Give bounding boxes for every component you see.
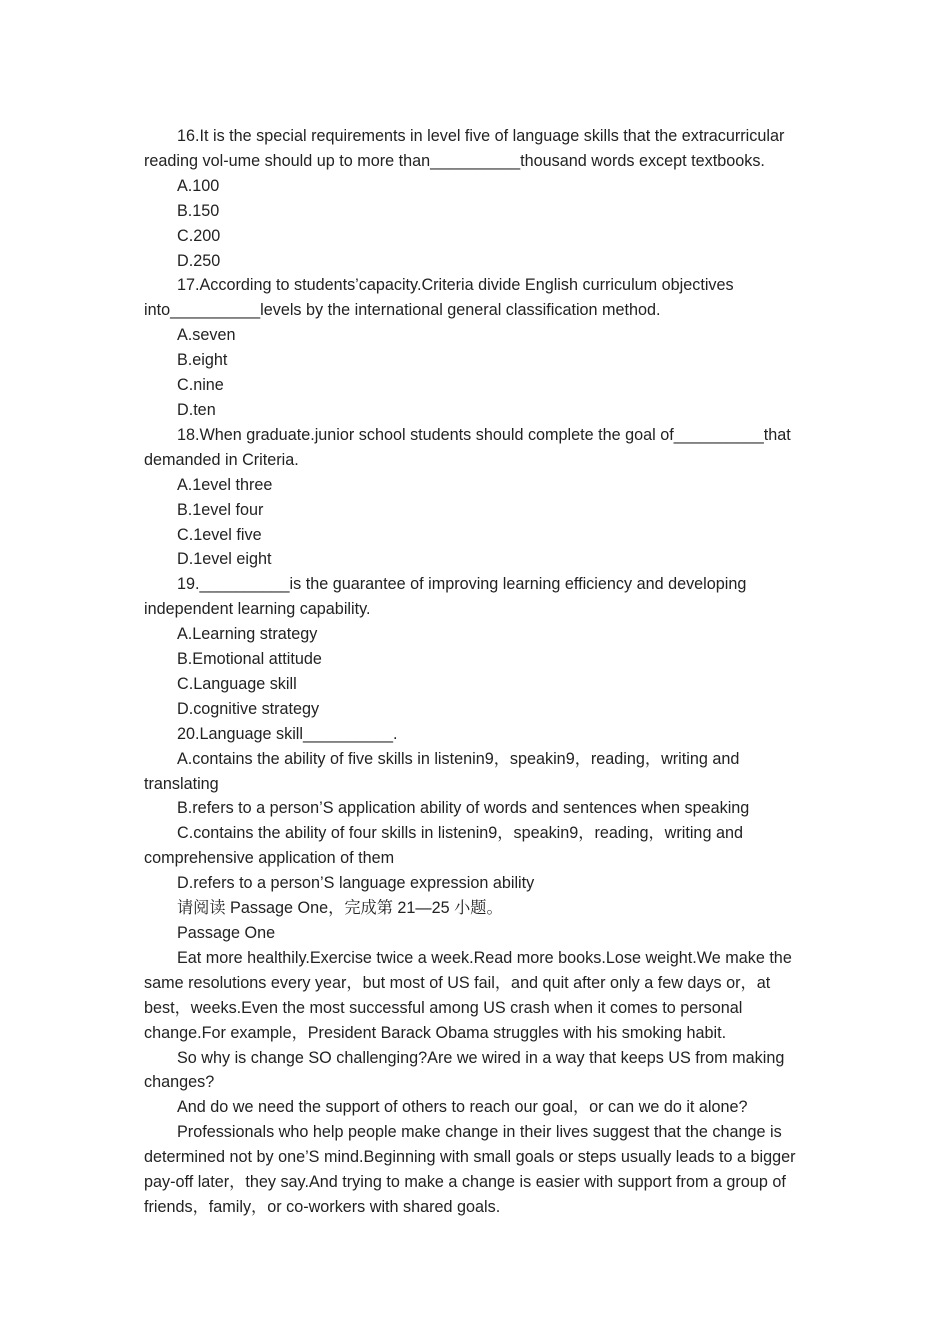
question-17-option-a: A.seven bbox=[177, 326, 236, 345]
question-18-option-a: A.1evel three bbox=[177, 475, 273, 494]
question-16-option-c: C.200 bbox=[177, 226, 221, 245]
question-19-option-c: C.Language skill bbox=[177, 674, 297, 693]
question-20-stem: 20.Language skill__________. bbox=[177, 724, 398, 743]
question-20-option-b: B.refers to a person’S application ability of words and sentences when speaking bbox=[177, 799, 750, 818]
question-19-option-a: A.Learning strategy bbox=[177, 625, 318, 644]
question-20-option-d: D.refers to a person’S language expression ability bbox=[177, 874, 535, 893]
passage-paragraph-4: Professionals who help people make change in their lives suggest that the change is determined not by one’S mind.Beginning with small goals or steps usually leads to a bigger pay-off later，they say.And trying to make a change is easier with support from a group of friends，family，or co-workers with shared goals. bbox=[144, 1123, 796, 1216]
question-19-option-d: D.cognitive strategy bbox=[177, 699, 320, 718]
passage-paragraph-3: And do we need the support of others to reach our goal，or can we do it alone? bbox=[177, 1098, 748, 1117]
passage-paragraph-1: Eat more healthily.Exercise twice a week.Read more books.Lose weight.We make the same resolutions every year，but most of US fail，and quit after only a few days or，at best，weeks.Even the most successful among US crash when it comes to personal change.For example，President Barack Obama struggles with his smoking habit. bbox=[144, 948, 792, 1042]
question-17-option-c: C.nine bbox=[177, 376, 224, 395]
reading-instruction: 请阅读 Passage One，完成第 21—25 小题。 bbox=[177, 899, 503, 918]
passage-paragraph-2: So why is change SO challenging?Are we wired in a way that keeps US from making changes? bbox=[144, 1048, 785, 1092]
question-19-stem: 19.__________is the guarantee of improving learning efficiency and developing independent learning capability. bbox=[144, 575, 747, 619]
question-17-stem: 17.According to students’capacity.Criteria divide English curriculum objectives into__________levels by the international general classification method. bbox=[144, 276, 734, 320]
passage-title: Passage One bbox=[177, 924, 276, 942]
question-18-stem: 18.When graduate.junior school students should complete the goal of__________that demanded in Criteria. bbox=[144, 425, 791, 469]
question-16-stem: 16.It is the special requirements in level five of language skills that the extracurricular reading vol-ume should up to more than__________thousand words except textbooks. bbox=[144, 127, 785, 170]
question-16-option-b: B.150 bbox=[177, 201, 220, 220]
document-page bbox=[144, 124, 810, 1220]
question-18-option-b: B.1evel four bbox=[177, 500, 264, 519]
question-18-option-d: D.1evel eight bbox=[177, 550, 272, 569]
question-16-option-d: D.250 bbox=[177, 251, 221, 270]
question-20-option-a: A.contains the ability of five skills in listenin9，speakin9，reading，writing and translating bbox=[144, 749, 740, 793]
question-17-option-d: D.ten bbox=[177, 400, 216, 419]
question-19-option-b: B.Emotional attitude bbox=[177, 650, 322, 669]
question-18-option-c: C.1evel five bbox=[177, 525, 262, 544]
question-17-option-b: B.eight bbox=[177, 351, 228, 370]
question-20-option-c: C.contains the ability of four skills in listenin9，speakin9，reading，writing and comprehensive application of them bbox=[144, 824, 743, 868]
question-16-option-a: A.100 bbox=[177, 176, 220, 195]
